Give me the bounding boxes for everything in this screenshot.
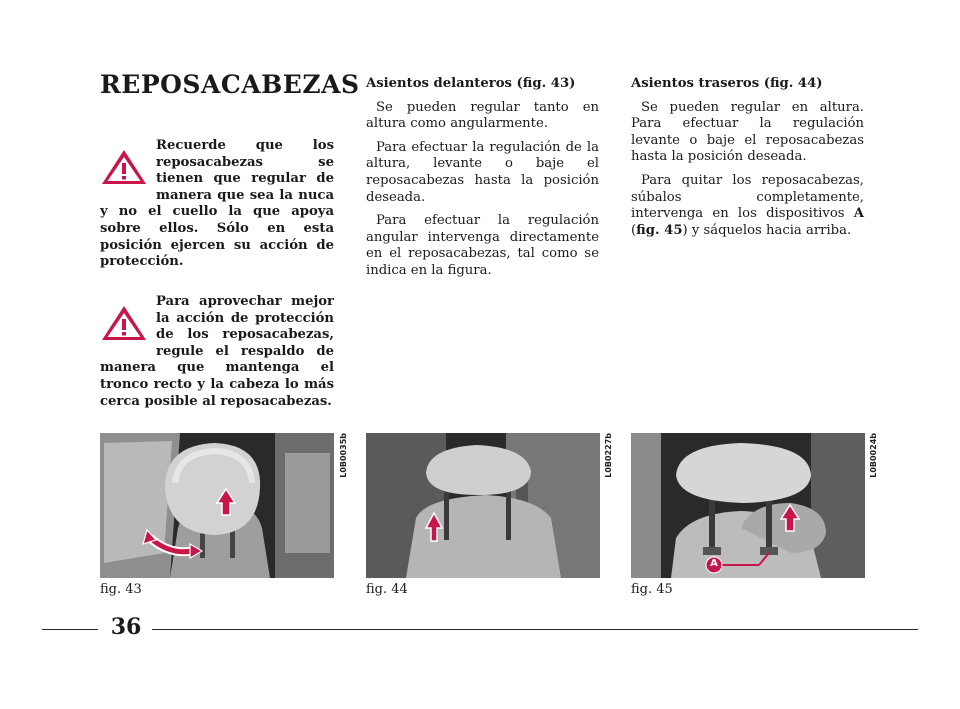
- front-seats-paragraph: Para efectuar la regulación angular intervenga directamente en el reposacabezas, tal como se indica en la figura.: [366, 213, 599, 278]
- page-number: 36: [110, 614, 142, 640]
- rear-seats-section: [631, 76, 864, 239]
- rear-seats-paragraph: Se pueden regular en altura. Para efectuar la regulación levante o baje el reposacabezas hasta la posición deseada.: [631, 99, 864, 165]
- rear-text-pre: Para quitar los reposacabezas, súbalos completamente, intervenga en los dispositivos: [631, 172, 864, 222]
- warning-triangle-icon: [100, 304, 148, 342]
- figure-code: L0B0227b: [604, 433, 613, 478]
- figure-43-photo: [100, 433, 334, 578]
- device-letter: A: [853, 206, 864, 222]
- front-seats-section: [366, 76, 599, 280]
- warning-text-1: Recuerde que los reposacabezas se tienen que regular de manera que sea la nuca y no el cuello la que apoya sobre ellos. Sólo en esta posición ejercen su acción de protección.: [100, 138, 334, 270]
- rear-seats-paragraph: [631, 173, 864, 239]
- warning-triangle-icon: [100, 148, 148, 186]
- figure-caption: fig. 43: [100, 582, 142, 597]
- rear-text-post: ) y sáquelos hacia arriba.: [682, 222, 852, 238]
- figure-44-photo: [366, 433, 600, 578]
- front-seats-heading: Asientos delanteros (fig. 43): [366, 76, 576, 91]
- figure-caption: fig. 45: [631, 582, 673, 597]
- front-seats-paragraph: Para efectuar la regulación de la altura, levante o baje el reposacabezas hasta la posición deseada.: [366, 139, 599, 205]
- footer-rule: [42, 629, 98, 630]
- warning-block-2: [100, 294, 334, 410]
- rear-text-paren: (: [631, 222, 637, 238]
- figure-code: L0B0024b: [869, 433, 878, 478]
- figure-code: L0B0035b: [339, 433, 348, 478]
- rear-seats-heading: Asientos traseros (fig. 44): [631, 76, 823, 91]
- section-title: REPOSACABEZAS: [100, 70, 360, 99]
- warning-block-1: [100, 138, 334, 271]
- fig-reference: fig. 45: [636, 222, 683, 238]
- footer-rule: [152, 629, 918, 630]
- callout-label-a: A: [710, 558, 718, 569]
- figure-45-photo: [631, 433, 865, 578]
- front-seats-paragraph: Se pueden regular tanto en altura como angularmente.: [366, 99, 599, 132]
- figure-caption: fig. 44: [366, 582, 408, 597]
- warning-text-2: Para aprovechar mejor la acción de protección de los reposacabezas, regule el respaldo de manera que mantenga el tronco recto y la cabeza lo más cerca posible al reposacabezas.: [100, 294, 334, 409]
